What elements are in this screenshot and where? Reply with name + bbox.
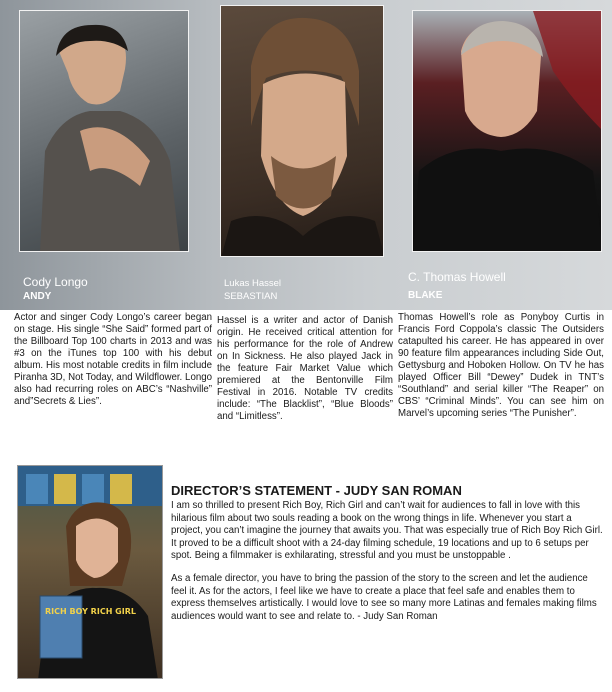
cast-role: ANDY [23,291,52,302]
cast-caption-3 [408,270,506,301]
person-silhouette-icon [413,11,602,252]
lukas-hassel-photo [220,5,384,257]
cast-caption-2 [224,278,281,302]
person-silhouette-icon [20,11,189,252]
person-silhouette-icon [221,6,384,257]
cast-bio-3: Thomas Howell’s role as Ponyboy Curtis in Francis Ford Coppola’s classic The Outsiders catapulted his career. He has appeared in over 90 feature film appearances including Side Out, Gettysburg and Hoboken Hollow. On TV he has played Officer Bill “Dewey” Dudek in TNT’s “Southland” and serial killer “The Reaper” on CBS’ “Criminal Minds”. You can see him on Marvel’s upcoming series “The Punisher”. [398,312,604,419]
cody-longo-photo [19,10,189,252]
judy-san-roman-photo [17,465,163,679]
cast-caption-1 [23,275,88,302]
director-statement-paragraph: As a female director, you have to bring the passion of the story to the screen and let the audience feel it. As for the actors, I feel like we have to create a place that feel safe and enables them to express themselves artistically. I would love to see so many more Latinas and females making films audiences would want to see and relate to. - Judy San Roman [171,572,597,622]
director-statement-body [171,500,605,633]
cast-name: Cody Longo [23,275,88,289]
book-title: RICH BOY RICH GIRL [45,607,136,616]
director-statement-heading: DIRECTOR’S STATEMENT - JUDY SAN ROMAN [171,483,462,498]
director-statement-paragraph: I am so thrilled to present Rich Boy, Rich Girl and can’t wait for audiences to fall in love with this hilarious film about two souls reading a book on the wrong things in life. Whenever you start a project, you can’t imagine the journey that awaits you. That was especially true of Rich Boy Rich Girl. It proved to be a difficult shoot with a 24-day filming schedule, 19 locations and up to 6 setups per spot. Being a filmmaker is exhilarating, stressful and you must be unstoppable . [171,500,603,562]
cast-name: C. Thomas Howell [408,270,506,284]
cast-bio-1: Actor and singer Cody Longo’s career began on stage. His single “She Said” formed part of the Billboard Top 100 charts in 2013 and was #3 on the iTunes top 100 with his debut album. His most notable credits in film include Piranha 3D, Not Today, and Wildflower. Longo also had recurring roles on ABC’s “Nashville” and”Secrets & Lies”. [14,312,212,407]
cast-bio-2: Hassel is a writer and actor of Danish origin. He received critical attention for his performance for the role of Andrew on In Sickness. He also played Jack in the feature Fair Market Value which premiered at the Bentonville Film Festival in 2016. Notable TV credits include: “The Blacklist”, “Blue Bloods” and “Limitless”. [217,315,393,422]
cast-role: SEBASTIAN [224,291,278,302]
cast-name: Lukas Hassel [224,278,282,289]
cast-role: BLAKE [408,290,443,301]
c-thomas-howell-photo [412,10,602,252]
director-portrait-icon [18,466,163,679]
